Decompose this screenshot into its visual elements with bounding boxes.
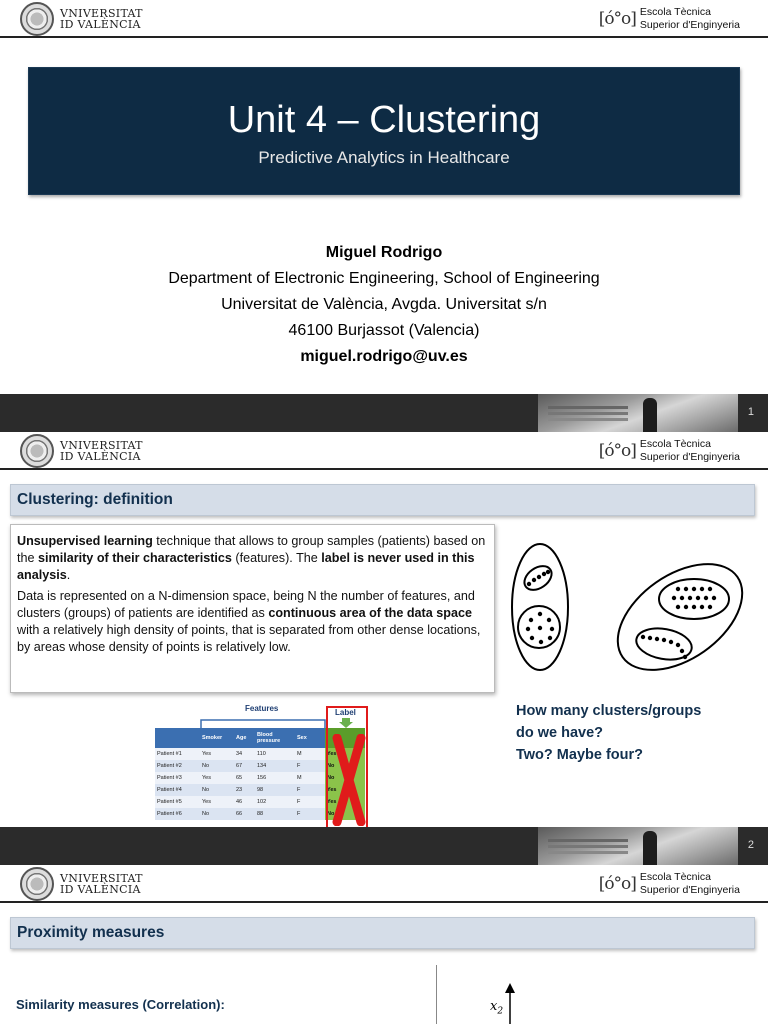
cluster-right-top: [659, 579, 729, 619]
etse-mark-icon: [ó°o]: [598, 441, 636, 461]
section-title: Clustering: definition: [10, 484, 755, 516]
etse-logo: [599, 2, 740, 36]
similarity-heading: Similarity measures (Correlation):: [16, 997, 225, 1012]
author-city: 46100 Burjassot (Valencia): [288, 322, 480, 339]
etse-line2: Superior d'Enginyeria: [639, 19, 740, 31]
slide-header: [0, 0, 768, 38]
table-row: Patient #6 No 66 88 F No: [155, 808, 365, 820]
definition-paragraph-1: Unsupervised learning technique that allows to group samples (patients) based on the similarity of their characteristics (features). The label is never used in this analysis.: [17, 534, 486, 582]
slide-title: Unit 4 – Clustering: [227, 99, 541, 141]
uv-logo: [20, 434, 143, 468]
page-number: 2: [747, 839, 754, 851]
uv-seal-icon: [20, 2, 54, 36]
axis-label: $x_2$: [490, 999, 504, 1017]
author-name: Miguel Rodrigo: [325, 244, 443, 261]
etse-line1: Escola Tècnica: [639, 6, 711, 18]
uv-logo: [20, 2, 143, 36]
slide-2: [0, 432, 768, 865]
etse-line1: Escola Tècnica: [639, 438, 711, 450]
table-header-row: Smoker Age Blood pressure Sex: [155, 728, 365, 748]
title-banner: [28, 67, 740, 195]
cluster-points: [526, 570, 716, 659]
etse-logo: [599, 867, 740, 901]
slide-header: [0, 865, 768, 903]
slide-3: [0, 865, 768, 1024]
slide-1: [0, 0, 768, 432]
table-row: Patient #4 No 23 98 F Yes: [155, 784, 365, 796]
uv-seal-icon: [20, 434, 54, 468]
uv-name-line1: VNIVERSITAT: [60, 872, 143, 885]
cross-out-icon: [331, 734, 367, 826]
page-number: 1: [747, 406, 754, 418]
etse-mark-icon: [ó°o]: [598, 9, 636, 29]
uv-logo: [20, 867, 143, 901]
author-dept: Department of Electronic Engineering, School of Engineering: [168, 270, 600, 287]
slide-subtitle: Predictive Analytics in Healthcare: [258, 148, 510, 167]
uv-name-line2: ID VALÈNCIA: [60, 18, 141, 31]
uv-name-line1: VNIVERSITAT: [60, 439, 143, 452]
etse-line1: Escola Tècnica: [639, 871, 711, 883]
y-axis-arrow: [503, 983, 517, 1024]
uv-name-line2: ID VALÈNCIA: [60, 450, 141, 463]
table-row: Patient #1 Yes 34 110 M Yes: [155, 748, 365, 760]
etse-mark-icon: [ó°o]: [598, 874, 636, 894]
etse-line2: Superior d'Enginyeria: [639, 884, 740, 896]
uv-name-line1: VNIVERSITAT: [60, 7, 143, 20]
cluster-diagram: [500, 532, 755, 692]
author-address: Universitat de València, Avgda. Universitat s/n: [221, 296, 547, 313]
author-block: [0, 240, 768, 370]
features-label: Features: [245, 704, 279, 713]
definition-box: [10, 524, 495, 693]
slide-footer: [0, 827, 768, 865]
cluster-question: How many clusters/groups do we have? Two? Maybe four?: [516, 703, 702, 763]
etse-logo: [599, 434, 740, 468]
definition-paragraph-2: Data is represented on a N-dimension space, being N the number of features, and clusters (groups) of patients are identified as continuous area of the data space with a relatively high density of points, that is separated from other dense locations, by areas whose density of points is relatively low.: [17, 589, 481, 654]
section-title: Proximity measures: [10, 917, 755, 949]
slide-header: [0, 432, 768, 470]
feature-table-figure: [155, 702, 370, 834]
table-row: Patient #3 Yes 65 156 M No: [155, 772, 365, 784]
vertical-divider: [436, 965, 437, 1024]
table-row: Patient #2 No 67 134 F No: [155, 760, 365, 772]
uv-name-line2: ID VALÈNCIA: [60, 883, 141, 896]
building-photo: [538, 394, 738, 432]
uv-seal-icon: [20, 867, 54, 901]
etse-line2: Superior d'Enginyeria: [639, 451, 740, 463]
label-label: Label: [335, 708, 356, 717]
building-photo: [538, 827, 738, 865]
table-row: Patient #5 Yes 46 102 F Yes: [155, 796, 365, 808]
slide-footer: [0, 394, 768, 432]
author-email: miguel.rodrigo@uv.es: [300, 348, 468, 365]
